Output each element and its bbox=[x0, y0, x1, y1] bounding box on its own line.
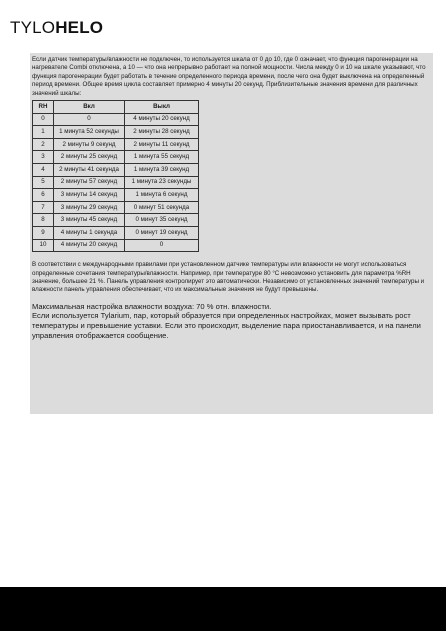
table-row bbox=[33, 189, 199, 202]
cell-on: 2 минуты 57 секунд bbox=[54, 176, 125, 189]
cell-rh: 3 bbox=[33, 151, 54, 164]
table-row bbox=[33, 164, 199, 177]
regulation-paragraph: В соответствии с международными правилами при установленном датчике температуры или влажности не могут использоваться определенные сочетания температуры/влажности. Например, при температуре 80 °C невозможно установить для параметра %RH значение, большее 21 %. Панель управления контролирует это автоматически. Независимо от установленных значений температуры и влажности панель управления обеспечивает, что их максимальные значения не будут превышены. bbox=[32, 261, 425, 294]
cell-rh: 9 bbox=[33, 226, 54, 239]
cell-rh: 8 bbox=[33, 214, 54, 227]
table-row bbox=[33, 239, 199, 252]
table-row bbox=[33, 113, 199, 126]
cell-rh: 1 bbox=[33, 126, 54, 139]
header-rh: RH bbox=[33, 101, 54, 114]
brand-logo-part2: HELO bbox=[55, 18, 104, 37]
cell-on: 2 минуты 25 секунд bbox=[54, 151, 125, 164]
cell-off: 0 минут 35 секунд bbox=[125, 214, 199, 227]
cell-on: 3 минуты 45 секунд bbox=[54, 214, 125, 227]
cell-rh: 10 bbox=[33, 239, 54, 252]
rh-timing-table bbox=[32, 100, 199, 252]
cell-rh: 7 bbox=[33, 201, 54, 214]
cell-on: 3 минуты 29 секунд bbox=[54, 201, 125, 214]
brand-logo-part1: TYLO bbox=[10, 18, 56, 37]
cell-off: 2 минуты 11 секунд bbox=[125, 138, 199, 151]
cell-off: 2 минуты 28 секунд bbox=[125, 126, 199, 139]
header-off: Выкл bbox=[125, 101, 199, 114]
cell-on: 3 минуты 14 секунд bbox=[54, 189, 125, 202]
table-row bbox=[33, 201, 199, 214]
cell-off: 1 минута 6 секунд bbox=[125, 189, 199, 202]
table-row bbox=[33, 226, 199, 239]
brand-logo bbox=[10, 19, 103, 36]
cell-on: 1 минута 52 секунды bbox=[54, 126, 125, 139]
cell-rh: 0 bbox=[33, 113, 54, 126]
cell-on: 4 минуты 1 секунда bbox=[54, 226, 125, 239]
cell-rh: 2 bbox=[33, 138, 54, 151]
intro-paragraph: Если датчик температуры/влажности не подключен, то используется шкала от 0 до 10, где 0 означает, что функция парогенерации на нагревателе Combi отключена, а 10 — что она непрерывно работает на полной мощности. Числа между 0 и 10 на шкале указывают, что функция парогенерации будет работать в течение определенного периода времени, после чего она будет выключена на определенный период времени. Общее время цикла составляет примерно 4 минуты 20 секунд. Приблизительные значения времени для различных значений шкалы: bbox=[32, 56, 426, 97]
cell-off: 1 минута 23 секунды bbox=[125, 176, 199, 189]
tylarium-paragraph: Если используется Tylarium, пар, который образуется при определенных настройках, может вызывать рост температуры и превышение уставки. Если это происходит, выделение пара приостанавливается, и на панели управления отображается сообщение. bbox=[32, 311, 421, 340]
table-row bbox=[33, 151, 199, 164]
cell-on: 2 минуты 9 секунд bbox=[54, 138, 125, 151]
max-humidity-line: Максимальная настройка влажности воздуха: 70 % отн. влажности. bbox=[32, 301, 272, 311]
cell-rh: 6 bbox=[33, 189, 54, 202]
cell-on: 0 bbox=[54, 113, 125, 126]
cell-rh: 4 bbox=[33, 164, 54, 177]
table-row bbox=[33, 138, 199, 151]
header-on: Вкл bbox=[54, 101, 125, 114]
cell-off: 4 минуты 20 секунд bbox=[125, 113, 199, 126]
table-row bbox=[33, 126, 199, 139]
cell-off: 1 минута 39 секунд bbox=[125, 164, 199, 177]
cell-off: 0 минут 19 секунд bbox=[125, 226, 199, 239]
cell-on: 4 минуты 20 секунд bbox=[54, 239, 125, 252]
table-row bbox=[33, 214, 199, 227]
cell-off: 1 минута 55 секунд bbox=[125, 151, 199, 164]
page-footer-bar bbox=[0, 587, 446, 631]
cell-off: 0 bbox=[125, 239, 199, 252]
table-header-row bbox=[33, 101, 199, 114]
cell-off: 0 минут 51 секунда bbox=[125, 201, 199, 214]
cell-on: 2 минуты 41 секунда bbox=[54, 164, 125, 177]
cell-rh: 5 bbox=[33, 176, 54, 189]
table-row bbox=[33, 176, 199, 189]
content-panel bbox=[30, 53, 433, 414]
